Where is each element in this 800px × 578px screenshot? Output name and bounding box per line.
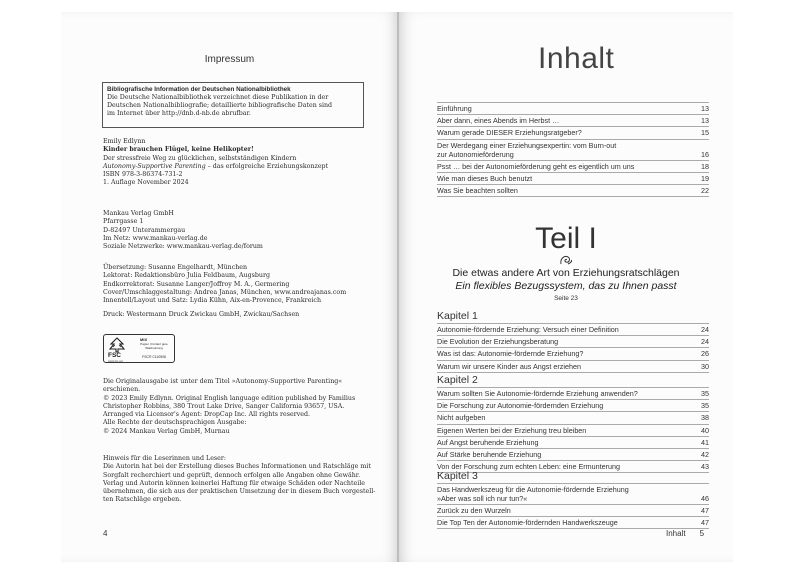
toc-entry-title: Einführung xyxy=(437,104,472,113)
toc-entry-page: 13 xyxy=(701,104,709,113)
credit-line: Cover/Umschlaggestaltung: Andrea Janas, München, www.andreajanas.com xyxy=(103,288,347,296)
toc-entry-title: Autonomie-fördernde Erziehung: Versuch einer Definition xyxy=(437,325,619,334)
toc-entry-title-line2: »Aber was soll ich nur tun?« xyxy=(437,494,528,503)
fsc-logo: FSC xyxy=(108,352,121,359)
toc-entry-title: Was ist das: Autonomie-fördernde Erziehung? xyxy=(437,349,584,359)
toc-entry-title-line1: Das Handwerkszeug für die Autonomie-fördernde Erziehung xyxy=(437,485,629,494)
toc-entry-title: Die Evolution der Erziehungsberatung xyxy=(437,337,559,347)
intro-toc xyxy=(437,102,709,197)
toc-entry-page: 46 xyxy=(701,494,709,503)
toc-entry-page: 38 xyxy=(701,413,709,423)
toc-entry-page: 30 xyxy=(701,361,709,371)
chapter-1-toc xyxy=(437,323,709,373)
toc-entry-title-line2: zur Autonomieförderung xyxy=(437,149,514,159)
rights-line: © 2024 Mankau Verlag GmbH, Murnau xyxy=(103,427,230,435)
print-line: Druck: Westermann Druck Zwickau GmbH, Zwickau/Sachsen xyxy=(103,311,300,318)
swirl-ornament-icon xyxy=(559,254,573,266)
right-page xyxy=(399,12,733,562)
contents-title: Inhalt xyxy=(538,42,615,75)
original-title: Autonomy-Supportive Parenting xyxy=(103,162,206,170)
credit-line: Innentell/Layout und Satz: Lydia Kühn, Aix-en-Provence, Frankreich xyxy=(103,297,322,305)
credit-line: Übersetzung: Susanne Engelhardt, München xyxy=(103,264,248,271)
book-title: Kinder brauchen Flügel, keine Helikopter! xyxy=(103,146,254,154)
toc-entry-page: 13 xyxy=(701,116,709,126)
toc-row xyxy=(437,102,709,115)
publisher-line: Mankau Verlag GmbH xyxy=(103,210,174,217)
publisher-line: D-82497 Unterammergau xyxy=(103,226,186,234)
toc-row xyxy=(437,185,709,197)
notice-block xyxy=(103,455,376,505)
toc-entry-title: Warum gerade DIESER Erziehungsratgeber? xyxy=(437,128,582,138)
notice-line: Sorgfalt recherchiert und geprüft, dennoch erfolgen alle Angaben ohne Gewähr. xyxy=(103,471,361,479)
notice-line: ten Ratschläge ergeben. xyxy=(103,496,182,504)
original-title-line xyxy=(103,163,373,171)
toc-row xyxy=(437,361,709,373)
toc-entry-page: 47 xyxy=(701,518,709,528)
toc-row xyxy=(437,127,709,139)
notice-line: Die Autorin hat bei der Erstellung dieses Buches Informationen und Ratschläge mit xyxy=(103,463,371,471)
toc-entry-title xyxy=(437,141,616,159)
page-number-right: 5 xyxy=(699,529,705,538)
publisher-block xyxy=(103,210,373,251)
book-subtitle: Der stressfreie Weg zu glücklichen, selbstständigen Kindern xyxy=(103,154,297,162)
edition: 1. Auflage November 2024 xyxy=(103,179,189,187)
footer-label: Inhalt xyxy=(666,529,686,538)
notice-line: Verlag und Autorin können keinerlei Haftung für etwaige Schäden oder Nachteile xyxy=(103,479,365,487)
toc-entry-page: 35 xyxy=(701,401,709,411)
toc-entry-title: Nicht aufgeben xyxy=(437,413,486,423)
toc-entry-page: 41 xyxy=(701,437,709,447)
toc-row xyxy=(437,400,709,412)
part-page-ref: Seite 23 xyxy=(554,295,578,302)
toc-entry-title: Die Forschung zur Autonomie-fördernden Erziehung xyxy=(437,401,604,411)
fsc-mix: MIX xyxy=(140,337,148,342)
toc-entry-page: 24 xyxy=(701,337,709,347)
toc-entry-page: 22 xyxy=(701,185,709,195)
original-title-suffix: – das erfolgreiche Erziehungskonzept xyxy=(205,162,329,170)
toc-row xyxy=(437,161,709,173)
fsc-tree-icon xyxy=(108,337,126,353)
isbn: ISBN 978-3-86374-731-2 xyxy=(103,171,183,179)
bib-line: im Internet über http://dnb.d-nb.de abrufbar. xyxy=(107,110,251,117)
publisher-line: Pfarrgasse 1 xyxy=(103,218,144,226)
toc-entry-page: 40 xyxy=(701,425,709,435)
toc-entry-title: Eigenen Werten bei der Erziehung treu bleiben xyxy=(437,425,587,435)
publisher-line: Soziale Netzwerke: www.mankau-verlag.de/forum xyxy=(103,243,263,251)
toc-row xyxy=(437,412,709,424)
toc-entry-page: 18 xyxy=(701,161,709,171)
book-spread xyxy=(61,12,733,562)
bib-line: Die Deutsche Nationalbibliothek verzeichnet diese Publikation in der xyxy=(107,94,329,101)
left-page xyxy=(61,12,398,562)
toc-row xyxy=(437,323,709,336)
toc-entry-page: 19 xyxy=(701,173,709,183)
credit-line: Lektorat: Redaktionsbüro Julia Feldbaum, Augsburg xyxy=(103,272,271,280)
toc-row xyxy=(437,140,709,161)
toc-row xyxy=(437,348,709,360)
impressum-title: Impressum xyxy=(204,54,255,65)
page-number-left: 4 xyxy=(103,529,108,538)
toc-entry-page: 43 xyxy=(701,462,709,472)
toc-entry-title: Warum wir unsere Kinder aus Angst erziehen xyxy=(437,361,581,371)
toc-entry-title: Von der Forschung zum echten Leben: eine Ermunterung xyxy=(437,462,620,472)
rights-line: © 2023 Emily Edlynn. Original English language edition published by Familius xyxy=(103,394,356,402)
credits-block xyxy=(103,264,373,305)
rights-line: erschienen. xyxy=(103,386,141,394)
bibliographic-info-box xyxy=(102,82,364,128)
toc-entry-title: Was Sie beachten sollten xyxy=(437,185,518,195)
toc-entry-title: Warum sollten Sie Autonomie-fördernde Erziehung anwenden? xyxy=(437,389,638,398)
toc-entry-title: Die Top Ten der Autonomie-fördernden Handwerkszeuge xyxy=(437,518,618,528)
toc-entry-page: 24 xyxy=(701,325,709,334)
fsc-code: FSC® C110508 xyxy=(142,355,166,359)
chapter-2-toc xyxy=(437,387,709,473)
toc-entry-page: 16 xyxy=(701,149,709,159)
fsc-www: www.fsc.org xyxy=(108,359,124,363)
page-footer-right xyxy=(666,529,704,538)
toc-row xyxy=(437,425,709,437)
book-info xyxy=(103,138,373,188)
author: Emily Edlynn xyxy=(103,138,146,145)
toc-entry-title: Psst … bei der Autonomieförderung geht es eigentlich um uns xyxy=(437,161,635,171)
fsc-label xyxy=(103,334,175,363)
toc-entry-page: 42 xyxy=(701,449,709,459)
toc-entry-title: Zurück zu den Wurzeln xyxy=(437,506,511,515)
rights-block xyxy=(103,378,373,436)
toc-row xyxy=(437,173,709,185)
toc-row xyxy=(437,387,709,400)
chapter-3-toc xyxy=(437,483,709,529)
rights-line: Alle Rechte der deutschsprachigen Ausgabe: xyxy=(103,419,247,427)
toc-row xyxy=(437,483,709,505)
toc-row xyxy=(437,437,709,449)
toc-entry-title: Wie man dieses Buch benutzt xyxy=(437,173,533,183)
toc-entry-title: Auf Angst beruhende Erziehung xyxy=(437,437,539,447)
toc-row xyxy=(437,517,709,529)
part-subtitle-italic: Ein flexibles Bezugssystem, das zu Ihnen passt xyxy=(455,280,677,292)
fsc-text: Papier | Fördert gute Waldnutzung xyxy=(140,342,168,350)
toc-entry-title xyxy=(437,485,629,503)
publisher-line: Im Netz: www.mankau-verlag.de xyxy=(103,234,208,242)
bib-line: Deutschen Nationalbibliografie; detaillierte bibliografische Daten sind xyxy=(107,102,333,109)
toc-entry-page: 47 xyxy=(701,506,709,515)
toc-entry-page: 15 xyxy=(701,128,709,138)
credit-line: Endkorrektorat: Susanne Langer/Joffroy M. A., Germering xyxy=(103,280,290,288)
rights-line: Christopher Robbins, 380 Trout Lake Drive, Sanger California 93657, USA. xyxy=(103,402,345,410)
chapter-heading: Kapitel 1 xyxy=(437,310,478,322)
chapter-heading: Kapitel 3 xyxy=(437,470,478,482)
toc-row xyxy=(437,336,709,348)
toc-entry-page: 26 xyxy=(701,349,709,359)
toc-row xyxy=(437,449,709,461)
bib-heading: Bibliografische Information der Deutschen Nationalbibliothek xyxy=(107,86,291,93)
toc-entry-title: Aber dann, eines Abends im Herbst … xyxy=(437,116,560,126)
rights-line: Die Originalausgabe ist unter dem Titel »Autonomy-Supportive Parenting« xyxy=(103,378,343,385)
notice-line: übernehmen, die sich aus der praktischen Umsetzung der in diesem Buch vorgestell- xyxy=(103,488,376,496)
chapter-heading: Kapitel 2 xyxy=(437,374,478,386)
rights-line: Arranged via Licensor's Agent: DropCap Inc. All rights reserved. xyxy=(103,411,311,419)
toc-row xyxy=(437,505,709,517)
part-subtitle: Die etwas andere Art von Erziehungsratschlägen xyxy=(452,267,680,279)
toc-row xyxy=(437,115,709,127)
part-title: Teil I xyxy=(535,222,597,255)
notice-heading: Hinweis für die Leserinnen und Leser: xyxy=(103,455,227,462)
toc-entry-title: Auf Stärke beruhende Erziehung xyxy=(437,449,542,459)
toc-entry-page: 35 xyxy=(701,389,709,398)
toc-entry-title-line1: Der Werdegang einer Erziehungsexpertin: vom Burn-out xyxy=(437,140,617,150)
